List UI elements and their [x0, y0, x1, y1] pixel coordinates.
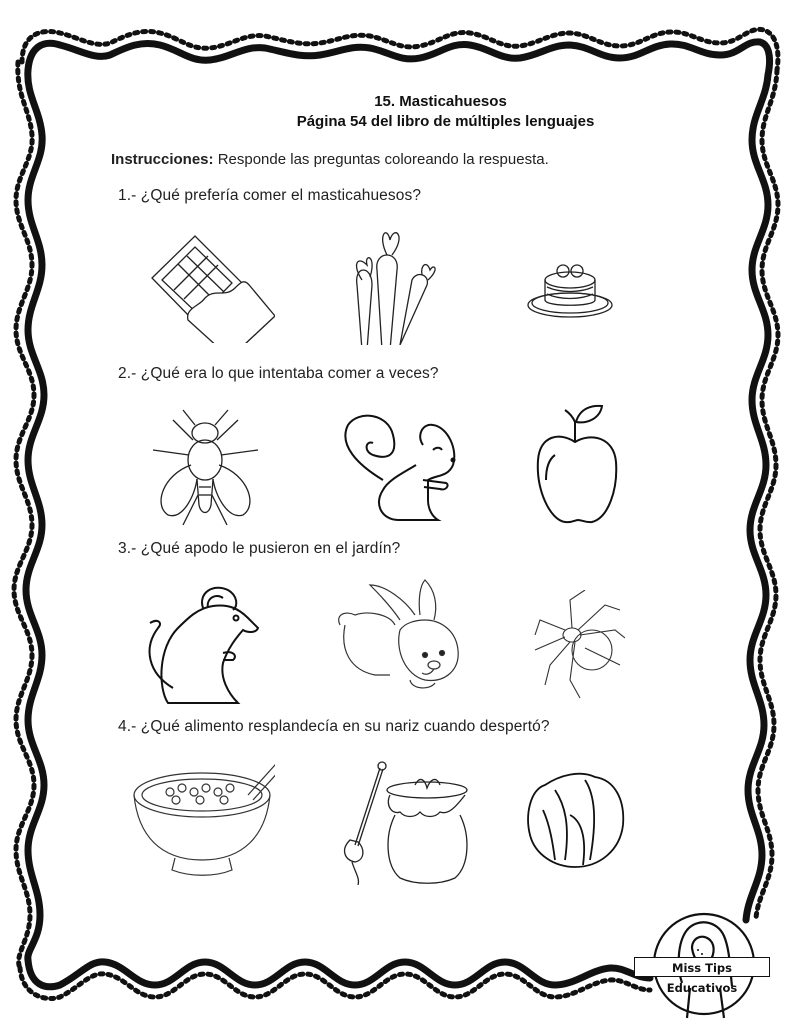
instructions	[111, 151, 549, 168]
question-3: 3.- ¿Qué apodo le pusieron en el jardín?	[118, 540, 401, 557]
mouse-icon[interactable]	[128, 578, 283, 708]
worksheet-title: 15. Masticahuesos	[374, 93, 507, 110]
question-4: 4.- ¿Qué alimento resplandecía en su nariz cuando despertó?	[118, 718, 550, 735]
spider-icon[interactable]	[530, 590, 625, 700]
pancakes-icon[interactable]	[525, 255, 615, 320]
cereal-bowl-icon[interactable]	[130, 760, 275, 880]
question-2: 2.- ¿Qué era lo que intentaba comer a veces?	[118, 365, 439, 382]
cabbage-icon[interactable]	[525, 765, 625, 870]
instructions-label: Instrucciones:	[111, 151, 214, 168]
logo-text: Miss Tips Educativos	[634, 957, 770, 977]
fly-icon[interactable]	[143, 405, 268, 530]
carrots-icon[interactable]	[342, 225, 452, 345]
question-1: 1.- ¿Qué prefería comer el masticahuesos?	[118, 187, 422, 204]
instructions-text: Responde las preguntas coloreando la respuesta.	[213, 151, 549, 168]
rabbit-icon[interactable]	[330, 575, 470, 695]
apple-icon[interactable]	[530, 400, 620, 528]
chocolate-bar-icon[interactable]	[140, 228, 275, 343]
squirrel-icon[interactable]	[328, 405, 468, 530]
worksheet-subtitle: Página 54 del libro de múltiples lenguajes	[296, 113, 595, 130]
honey-jar-icon[interactable]	[330, 760, 470, 885]
